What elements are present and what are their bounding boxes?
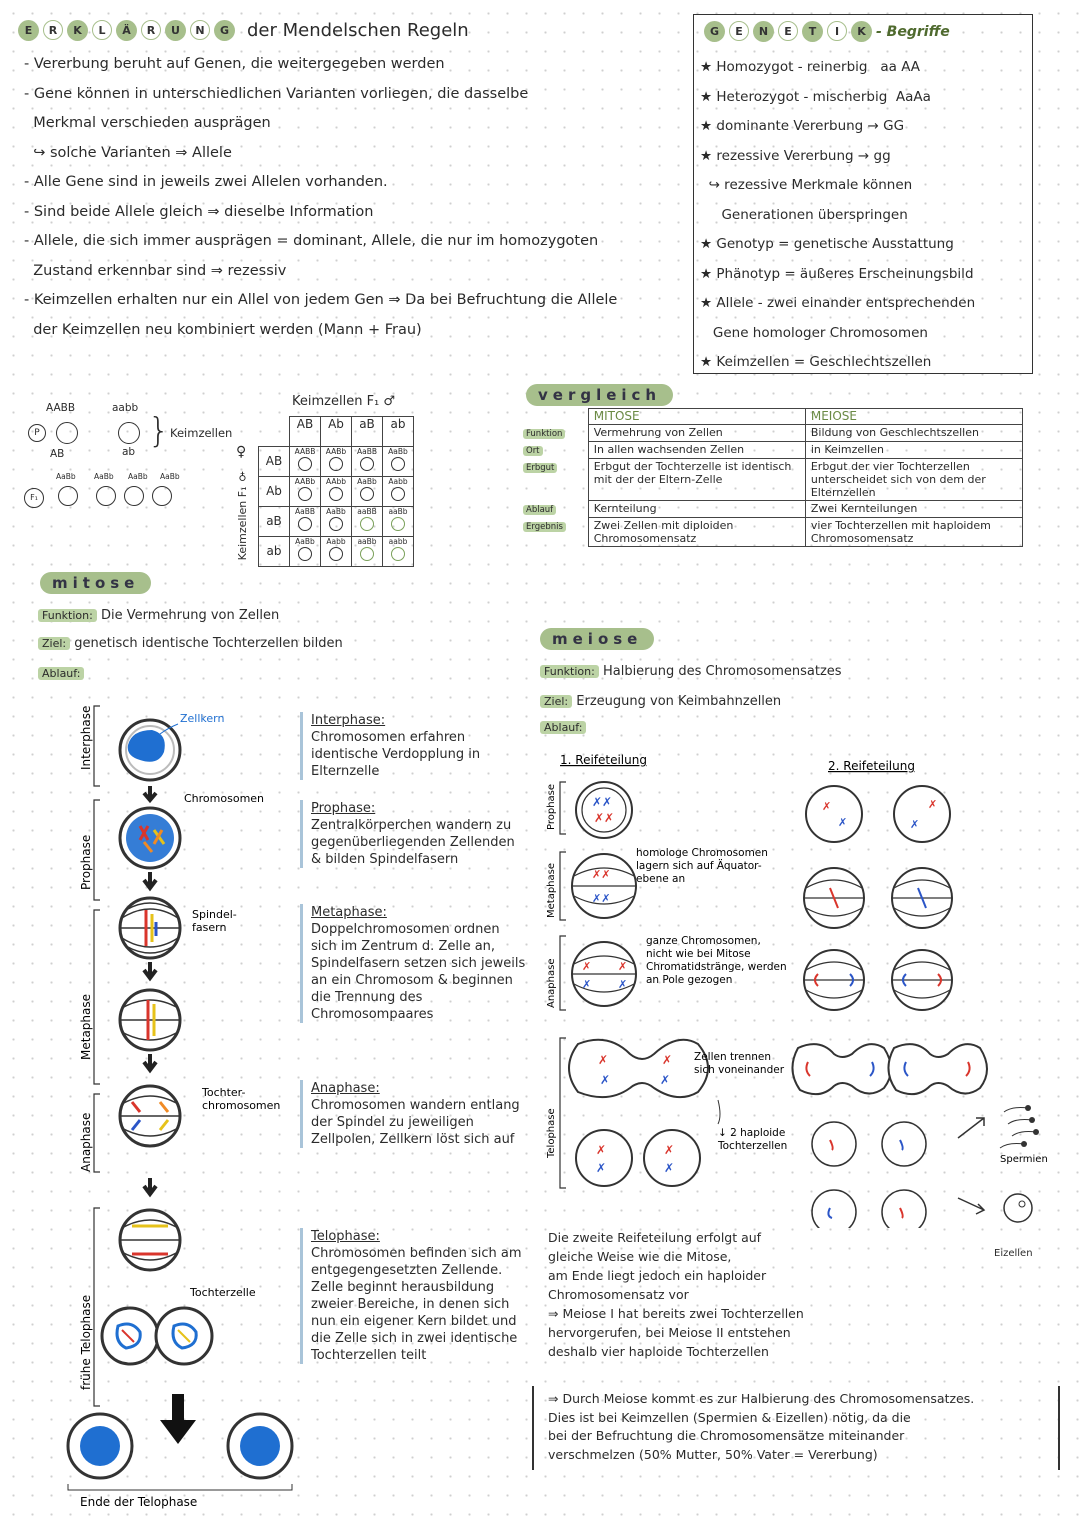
erklaerung-line: - Keimzellen erhalten nur ein Allel von jedem Gen ⇒ Da bei Befruchtung die Allele bbox=[24, 292, 618, 308]
f1-cell bbox=[124, 486, 144, 506]
m-label-telophase: Telophase bbox=[546, 1108, 557, 1158]
meiose-funktion-label: Funktion: bbox=[540, 665, 599, 678]
genetik-box bbox=[693, 14, 1033, 374]
punnett-cell-circle bbox=[298, 487, 312, 501]
step-text: Chromosomen wandern entlang der Spindel zu jeweiligen Zellpolen, Zellkern löst sich auf bbox=[311, 1098, 520, 1147]
note-telophase-l1: Zellen trennen bbox=[694, 1051, 772, 1063]
step-interphase bbox=[300, 712, 526, 780]
vergleich-header: MEIOSE bbox=[805, 409, 1022, 425]
punnett-genotype: Aabb bbox=[388, 476, 408, 486]
punnett-genotype: AaBb bbox=[326, 506, 346, 516]
punnett-cell-circle bbox=[298, 457, 312, 471]
p-cell bbox=[56, 422, 78, 444]
mitose-ablauf-label: Ablauf: bbox=[38, 667, 84, 680]
spermien-tails bbox=[1000, 1108, 1036, 1149]
punnett-col-header: aB bbox=[352, 417, 383, 447]
bracket-interphase bbox=[94, 706, 100, 786]
title-letter: L bbox=[92, 20, 112, 40]
punnett-cell bbox=[383, 536, 414, 566]
punnett-cell bbox=[321, 446, 352, 476]
step-prophase bbox=[300, 800, 526, 868]
punnett-cell bbox=[352, 476, 383, 506]
punnett-cell bbox=[383, 476, 414, 506]
punnett-genotype: AABB bbox=[294, 446, 316, 456]
conclusion-line: ⇒ Durch Meiose kommt es zur Halbierung des Chromosomensatzes. bbox=[548, 1391, 975, 1406]
punnett-genotype: AaBB bbox=[294, 506, 316, 516]
punnett-corner bbox=[259, 417, 290, 447]
conclusion-box bbox=[532, 1386, 1060, 1470]
callout-spindel-l2: fasern bbox=[192, 921, 227, 934]
punnett-table bbox=[258, 416, 414, 567]
note-metaphase bbox=[636, 847, 768, 885]
eizellen-label: Eizellen bbox=[994, 1248, 1033, 1259]
genetik-suffix: - Begriffe bbox=[876, 23, 950, 40]
conclusion-line: verschmelzen (50% Mutter, 50% Vater = Vererbung) bbox=[548, 1446, 878, 1462]
meiose-funktion-text: Halbierung des Chromosomensatzes bbox=[602, 664, 842, 679]
note-telophase bbox=[694, 1051, 785, 1076]
punnett-col-header: ab bbox=[383, 417, 414, 447]
vergleich-mitose: Kernteilung bbox=[588, 501, 805, 518]
punnett-cell-circle bbox=[298, 547, 312, 561]
keimzellen-label: Keimzellen bbox=[170, 426, 233, 440]
conclusion-line: Dies ist bei Keimzellen (Spermien & Eizellen) nötig, da die bbox=[548, 1409, 911, 1425]
punnett-genotype: aaBb bbox=[388, 506, 408, 516]
punnett-cell-circle bbox=[391, 517, 405, 531]
erklaerung-line: ↪ solche Varianten ⇒ Allele bbox=[24, 144, 232, 161]
vergleich-row-label: Erbgut bbox=[523, 463, 557, 473]
mitose-funktion bbox=[38, 608, 279, 624]
punnett-cell bbox=[352, 446, 383, 476]
svg-text:✗: ✗ bbox=[618, 978, 628, 991]
vergleich-row-label: Funktion bbox=[523, 429, 565, 439]
vergleich-row-label-cell bbox=[518, 459, 588, 501]
title-letter: N bbox=[190, 20, 210, 40]
genetik-title bbox=[704, 21, 950, 42]
vergleich-mitose: Zwei Zellen mit diploiden Chromosomensatz bbox=[588, 518, 805, 547]
genetik-letters bbox=[704, 21, 872, 42]
callout-chromosomen: Chromosomen bbox=[184, 792, 265, 805]
label-telophase: frühe Telophase bbox=[79, 1294, 93, 1390]
p-gamete-1: AB bbox=[50, 448, 65, 460]
erklaerung-line: der Keimzellen neu kombiniert werden (Mann + Frau) bbox=[24, 321, 422, 338]
punnett-genotype: aaBB bbox=[357, 506, 377, 516]
svg-text:✗: ✗ bbox=[928, 798, 938, 811]
punnett-cell-circle bbox=[391, 547, 405, 561]
genetik-item: Gene homologer Chromosomen bbox=[700, 324, 928, 341]
vergleich-row-label: Ort bbox=[523, 446, 543, 456]
meiose-funktion bbox=[540, 664, 842, 680]
big-arrow-down-icon bbox=[160, 1394, 196, 1444]
meiose-text-line: ⇒ Meiose I hat bereits zwei Tochterzellen bbox=[548, 1306, 804, 1321]
note-metaphase-l2: lagern sich auf Äquator- bbox=[636, 860, 762, 872]
vergleich-mitose: Vermehrung von Zellen bbox=[588, 425, 805, 442]
haploid-cell bbox=[644, 1130, 700, 1186]
label-metaphase: Metaphase bbox=[79, 993, 93, 1060]
punnett-cell-circle bbox=[360, 547, 374, 561]
punnett-cell bbox=[383, 446, 414, 476]
vergleich-mitose: In allen wachsenden Zellen bbox=[588, 442, 805, 459]
title-letter: Ä bbox=[116, 20, 137, 41]
step-title: Interphase: bbox=[311, 713, 386, 728]
mitose-funktion-text: Die Vermehrung von Zellen bbox=[100, 608, 280, 623]
arrow-up-right-icon bbox=[958, 1118, 984, 1138]
p-gamete-2: ab bbox=[122, 446, 136, 458]
meiose-text-line: Die zweite Reifeteilung erfolgt auf bbox=[548, 1230, 762, 1245]
vergleich-row-label-cell bbox=[518, 501, 588, 518]
meiose-ablauf bbox=[540, 720, 586, 736]
punnett-genotype: AAbb bbox=[326, 476, 346, 486]
svg-text:✗: ✗ bbox=[600, 1073, 611, 1087]
note-haploid bbox=[717, 1127, 787, 1152]
punnett-cell-circle bbox=[329, 547, 343, 561]
punnett-cell bbox=[290, 446, 321, 476]
brace: } bbox=[148, 411, 170, 451]
punnett-cell-circle bbox=[329, 487, 343, 501]
f1-cell bbox=[96, 486, 116, 506]
note-metaphase-l1: homologe Chromosomen bbox=[636, 847, 768, 859]
erklaerung-text bbox=[24, 50, 689, 345]
genetik-letter: N bbox=[753, 21, 774, 42]
m2-cell bbox=[806, 786, 862, 842]
genetik-letter: G bbox=[704, 21, 725, 42]
m2-dumbbell bbox=[888, 1044, 987, 1094]
m-telophase-dumbbell bbox=[569, 1040, 708, 1097]
callout-spindel-l1: Spindel- bbox=[192, 908, 237, 921]
punnett-row-header: ab bbox=[259, 536, 290, 566]
callout-tochterchromosomen bbox=[201, 1086, 280, 1112]
vergleich-row-label-cell bbox=[518, 518, 588, 547]
chromosome-mark: ✗✗ bbox=[594, 811, 615, 825]
spermien-label: Spermien bbox=[1000, 1154, 1048, 1165]
punnett-cell bbox=[352, 506, 383, 536]
genetik-item: ★ Genotyp = genetische Ausstattung bbox=[700, 236, 954, 252]
punnett-genotype: AaBb bbox=[295, 536, 315, 546]
svg-text:✗✗: ✗✗ bbox=[592, 868, 611, 881]
p-genotype-2: aabb bbox=[112, 402, 139, 414]
punnett-cell bbox=[290, 506, 321, 536]
svg-text:✗: ✗ bbox=[664, 1161, 675, 1175]
erklaerung-line: - Allele, die sich immer ausprägen = dominant, Allele, die nur im homozygoten bbox=[24, 233, 599, 249]
vergleich-banner: vergleich bbox=[526, 384, 673, 406]
genetik-items bbox=[700, 53, 975, 378]
bracket-metaphase bbox=[94, 910, 100, 1084]
callout-spindelfasern bbox=[192, 908, 237, 934]
punnett-cell-circle bbox=[391, 487, 405, 501]
punnett-cell-circle bbox=[360, 487, 374, 501]
callout-tochter-l2: chromosomen bbox=[202, 1099, 281, 1112]
svg-text:✗: ✗ bbox=[618, 960, 628, 973]
vergleich-meiose: Zwei Kernteilungen bbox=[805, 501, 1022, 518]
m-label-metaphase: Metaphase bbox=[546, 862, 557, 918]
p-generation-marker: P bbox=[28, 424, 46, 442]
genetik-item: ★ Allele - zwei einander entsprechenden bbox=[700, 295, 976, 311]
punnett-cell bbox=[352, 536, 383, 566]
spermien-icon bbox=[1021, 1105, 1039, 1147]
vergleich-row-label-cell bbox=[518, 425, 588, 442]
svg-text:✗✗: ✗✗ bbox=[592, 892, 611, 905]
step-title: Anaphase: bbox=[311, 1081, 380, 1096]
title-letters bbox=[18, 20, 235, 41]
vergleich-meiose: in Keimzellen bbox=[805, 442, 1022, 459]
vergleich-row-label: Ablauf bbox=[523, 505, 556, 515]
ende-telophase: Ende der Telophase bbox=[80, 1495, 198, 1509]
final-haploid-cell bbox=[812, 1122, 856, 1166]
tochterzelle-1 bbox=[102, 1308, 158, 1364]
meiose-text-line: am Ende liegt jedoch ein haploider bbox=[548, 1268, 767, 1283]
vergleich-row-label: Ergebnis bbox=[523, 522, 566, 532]
note-haploid-l2: Tochterzellen bbox=[718, 1140, 788, 1152]
meiose-ziel bbox=[540, 694, 781, 710]
svg-text:✗: ✗ bbox=[838, 816, 848, 829]
f1-cell bbox=[152, 486, 172, 506]
step-metaphase bbox=[300, 904, 526, 1023]
f1-genotype: AaBb bbox=[128, 472, 148, 481]
vergleich-row-label-cell bbox=[518, 442, 588, 459]
genetik-item: ★ Heterozygot - mischerbig AaAa bbox=[700, 88, 931, 105]
reifeteilung-1: 1. Reifeteilung bbox=[560, 753, 647, 767]
arrow-down-icon bbox=[144, 872, 156, 888]
haploid-cell bbox=[576, 1130, 632, 1186]
p-genotype-1: AABB bbox=[46, 402, 76, 414]
callout-tochter-l1: Tochter- bbox=[202, 1086, 246, 1099]
svg-text:✗: ✗ bbox=[596, 1161, 607, 1175]
svg-text:✗: ✗ bbox=[662, 1053, 673, 1067]
f1-genotype: AaBb bbox=[160, 472, 180, 481]
title-letter: R bbox=[43, 20, 63, 40]
callout-tochterzelle: Tochterzelle bbox=[190, 1286, 256, 1299]
punnett-title: Keimzellen F₁ ♂ bbox=[292, 394, 396, 409]
final-haploid-cell bbox=[812, 1190, 856, 1228]
vergleich-table-wrap bbox=[518, 408, 1023, 547]
punnett-cell-circle bbox=[329, 457, 343, 471]
m-label-prophase: Prophase bbox=[546, 783, 557, 830]
erklaerung-line: - Gene können in unterschiedlichen Varianten vorliegen, die dasselbe bbox=[24, 85, 529, 102]
vergleich-table bbox=[518, 408, 1023, 547]
punnett-row-header: AB bbox=[259, 446, 290, 476]
callout-zellkern: Zellkern bbox=[180, 712, 225, 725]
vergleich-meiose: vier Tochterzellen mit haploidem Chromosomensatz bbox=[805, 518, 1022, 547]
final-haploid-cell bbox=[882, 1122, 926, 1166]
meiose-ziel-text: Erzeugung von Keimbahnzellen bbox=[576, 694, 782, 709]
vergleich-corner bbox=[518, 409, 588, 425]
punnett-genotype: aaBb bbox=[357, 536, 377, 546]
arrow-down-icon bbox=[144, 1178, 156, 1194]
title-letter: K bbox=[67, 20, 88, 41]
punnett-genotype: AaBb bbox=[388, 446, 408, 456]
punnett-row-header: Ab bbox=[259, 476, 290, 506]
punnett-cell bbox=[321, 506, 352, 536]
eizelle-icon bbox=[1004, 1194, 1032, 1222]
punnett-cell bbox=[321, 476, 352, 506]
arrow-down-icon bbox=[144, 962, 156, 978]
punnett-row-header: aB bbox=[259, 506, 290, 536]
title-letter: R bbox=[141, 20, 161, 40]
step-title: Telophase: bbox=[311, 1229, 380, 1244]
step-text: Chromosomen erfahren identische Verdopplung in Elternzelle bbox=[311, 730, 481, 779]
svg-text:✗: ✗ bbox=[910, 818, 920, 831]
kreuzung-schema bbox=[20, 400, 250, 510]
meiose-banner: meiose bbox=[540, 628, 654, 650]
genetik-item: ★ dominante Vererbung → GG bbox=[700, 118, 905, 134]
punnett-genotype: Aabb bbox=[326, 536, 346, 546]
punnett-col-header: AB bbox=[290, 417, 321, 447]
punnett-cell-circle bbox=[360, 517, 374, 531]
vergleich-mitose: Erbgut der Tochterzelle ist identisch mit der der Eltern-Zelle bbox=[588, 459, 805, 501]
punnett-cell bbox=[290, 536, 321, 566]
chromosome-mark: ✗✗ bbox=[592, 795, 613, 809]
bracket-anaphase bbox=[94, 1094, 100, 1172]
meiose-text-line: Chromosomensatz vor bbox=[548, 1287, 689, 1302]
meiose-text-line: deshalb vier haploide Tochterzellen bbox=[548, 1344, 769, 1359]
mitose-banner: mitose bbox=[40, 572, 151, 594]
bracket-prophase bbox=[94, 800, 100, 900]
conclusion-text bbox=[534, 1386, 1058, 1464]
note-metaphase-l3: ebene an bbox=[636, 873, 686, 885]
svg-text:✗: ✗ bbox=[822, 800, 832, 813]
meiose-ziel-label: Ziel: bbox=[540, 695, 572, 708]
note-anaphase bbox=[646, 935, 787, 986]
note-anaphase-l3: Chromatidstränge, werden bbox=[646, 961, 787, 973]
meiose-text bbox=[548, 1228, 804, 1361]
genetik-letter: E bbox=[729, 21, 749, 41]
punnett-cell-circle bbox=[298, 517, 312, 531]
genetik-item: ★ rezessive Vererbung → gg bbox=[700, 147, 891, 164]
mitose-ziel-label: Ziel: bbox=[38, 637, 70, 650]
note-anaphase-l2: nicht wie bei Mitose bbox=[646, 948, 751, 960]
title-letter: G bbox=[214, 20, 235, 41]
final-haploid-cell bbox=[882, 1190, 926, 1228]
meiose-text-line: hervorgerufen, bei Meiose II entstehen bbox=[548, 1325, 791, 1340]
vergleich-meiose: Bildung von Geschlechtszellen bbox=[805, 425, 1022, 442]
mitose-ziel-text: genetisch identische Tochterzellen bilden bbox=[74, 636, 343, 651]
erklaerung-line: - Alle Gene sind in jeweils zwei Allelen vorhanden. bbox=[24, 174, 388, 190]
punnett-cell bbox=[321, 536, 352, 566]
p-cell bbox=[118, 422, 140, 444]
note-anaphase-l1: ganze Chromosomen, bbox=[646, 935, 761, 947]
f1-cell bbox=[58, 486, 78, 506]
punnett-cell-circle bbox=[329, 517, 343, 531]
mitose-funktion-label: Funktion: bbox=[38, 609, 97, 622]
genetik-item: ↪ rezessive Merkmale können bbox=[700, 177, 913, 193]
erklaerung-line: Merkmal verschieden ausprägen bbox=[24, 115, 271, 131]
step-text: Chromosomen befinden sich am entgegengesetzten Zellende. Zelle beginnt herausbildung zweier Bereiche, in denen sich nun ein eigener Kern bildet und die Zelle sich in zwei identische Tochterzellen teilt bbox=[311, 1246, 522, 1363]
punnett-cell bbox=[290, 476, 321, 506]
svg-text:✗: ✗ bbox=[582, 978, 592, 991]
punnett-genotype: aabb bbox=[388, 536, 408, 546]
m-prophase-cell bbox=[576, 782, 632, 838]
f1-generation-marker: F₁ bbox=[24, 488, 44, 508]
title-rest: der Mendelschen Regeln bbox=[247, 20, 469, 41]
meiose-text-line: gleiche Weise wie die Mitose, bbox=[548, 1249, 732, 1264]
erklaerung-line: - Vererbung beruht auf Genen, die weitergegeben werden bbox=[24, 56, 445, 72]
f1-genotype: AaBb bbox=[56, 472, 76, 481]
punnett-genotype: AaBB bbox=[356, 446, 378, 456]
punnett-side-label: Keimzellen F₁ ♀ bbox=[236, 470, 249, 561]
genetik-letter: T bbox=[802, 21, 823, 42]
arrow-down-icon bbox=[144, 786, 156, 800]
punnett-square bbox=[258, 416, 414, 567]
label-interphase: Interphase bbox=[79, 705, 93, 770]
note-telophase-l2: sich voneinander bbox=[694, 1064, 785, 1076]
punnett-genotype: AABb bbox=[294, 476, 316, 486]
genetik-item: ★ Phänotyp = äußeres Erscheinungsbild bbox=[700, 265, 974, 282]
step-anaphase bbox=[300, 1080, 526, 1148]
female-symbol: ♀ bbox=[236, 444, 247, 460]
svg-text:✗: ✗ bbox=[598, 1053, 609, 1067]
punnett-cell-circle bbox=[360, 457, 374, 471]
note-haploid-l1: ↓ 2 haploide bbox=[718, 1127, 786, 1139]
arrow-down-right-icon bbox=[958, 1198, 984, 1214]
punnett-cell-circle bbox=[391, 457, 405, 471]
erklaerung-line: - Sind beide Allele gleich ⇒ dieselbe Information bbox=[24, 203, 374, 220]
title bbox=[18, 20, 469, 41]
label-prophase: Prophase bbox=[79, 834, 93, 890]
label-anaphase: Anaphase bbox=[79, 1112, 93, 1172]
punnett-genotype: AaBb bbox=[357, 476, 377, 486]
genetik-item: Generationen überspringen bbox=[700, 206, 908, 223]
conclusion-line: bei der Befruchtung die Chromosomensätze miteinander bbox=[548, 1428, 905, 1443]
m2-cell bbox=[894, 786, 950, 842]
arrow-down-icon bbox=[144, 1054, 156, 1070]
title-letter: E bbox=[18, 20, 39, 41]
vergleich-header: MITOSE bbox=[588, 409, 805, 425]
f1-genotype: AaBb bbox=[94, 472, 114, 481]
step-telophase bbox=[300, 1228, 526, 1364]
step-text: Zentralkörperchen wandern zu gegenüberliegenden Zellenden & bilden Spindelfasern bbox=[311, 818, 515, 867]
punnett-cell bbox=[383, 506, 414, 536]
step-text: Doppelchromosomen ordnen sich im Zentrum d. Zelle an, Spindelfasern setzen sich jeweils an ein Chromosom & beginnen die Trennung des Chromosompaares bbox=[311, 922, 526, 1022]
svg-text:✗: ✗ bbox=[664, 1143, 675, 1157]
svg-text:✗: ✗ bbox=[582, 960, 592, 973]
svg-text:✗: ✗ bbox=[660, 1073, 671, 1087]
genetik-letter: E bbox=[778, 21, 798, 41]
genetik-letter: I bbox=[827, 21, 847, 41]
punnett-col-header: Ab bbox=[321, 417, 352, 447]
title-letter: U bbox=[165, 20, 186, 41]
mitose-ziel bbox=[38, 636, 343, 652]
meiose-diagram bbox=[538, 748, 1068, 1228]
mitose-ablauf bbox=[38, 666, 84, 682]
genetik-letter: K bbox=[851, 21, 872, 42]
svg-text:✗: ✗ bbox=[596, 1143, 607, 1157]
erklaerung-line: Zustand erkennbar sind ⇒ rezessiv bbox=[24, 262, 287, 279]
bracket-telophase bbox=[94, 1208, 100, 1406]
genetik-item: ★ Homozygot - reinerbig aa AA bbox=[700, 59, 921, 75]
genetik-item: ★ Keimzellen = Geschlechtszellen bbox=[700, 354, 932, 370]
step-title: Prophase: bbox=[311, 801, 376, 816]
punnett-genotype: AABb bbox=[325, 446, 347, 456]
note-anaphase-l4: an Pole gezogen bbox=[646, 974, 733, 986]
m-label-anaphase: Anaphase bbox=[546, 958, 557, 1008]
meiose-ablauf-label: Ablauf: bbox=[540, 721, 586, 734]
reifeteilung-2: 2. Reifeteilung bbox=[828, 759, 915, 773]
vergleich-meiose: Erbgut der vier Tochterzellen unterscheidet sich von dem der Elternzellen bbox=[805, 459, 1022, 501]
mitose-diagram bbox=[60, 700, 300, 1520]
step-title: Metaphase: bbox=[311, 905, 387, 920]
